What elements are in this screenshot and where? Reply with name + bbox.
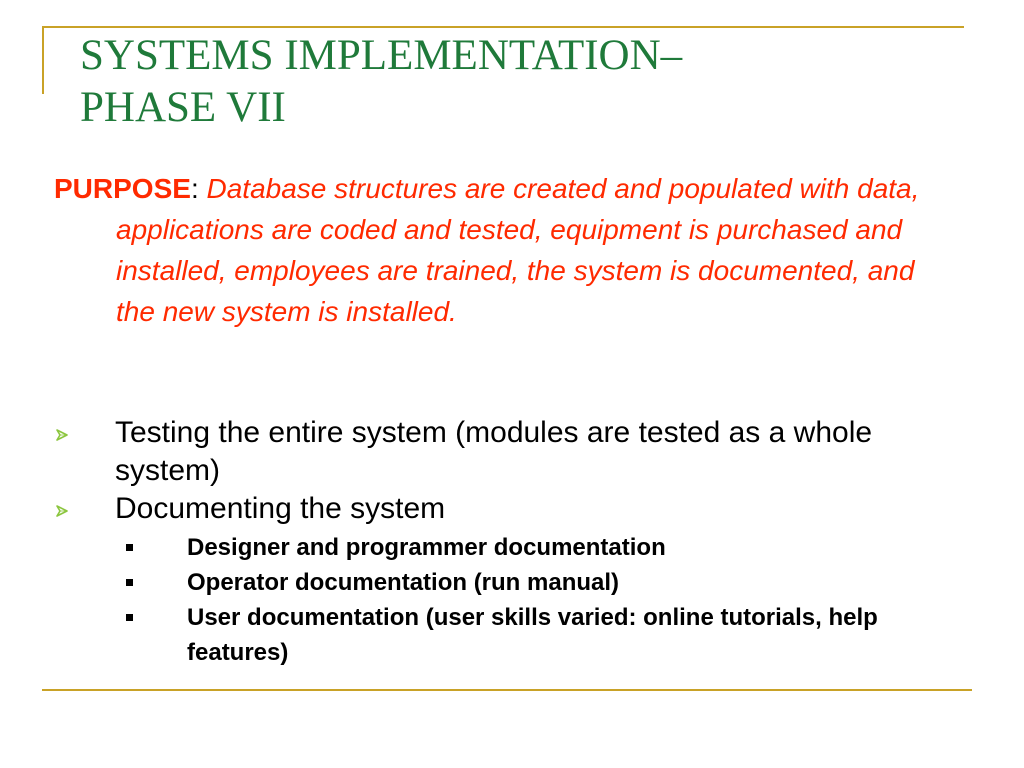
sub-bullet-item [54,565,974,600]
footer-rule [42,689,972,691]
title-frame-vertical-rule [42,26,44,94]
bullet-item [54,414,974,490]
sub-bullet-text: User documentation (user skills varied: online tutorials, help features) [187,604,878,666]
sub-bullet-text: Designer and programmer documentation [187,534,666,561]
arrowhead-bullet-icon [56,490,70,528]
bullet-text: Documenting the system [115,492,446,525]
arrowhead-bullet-icon [56,414,70,452]
bullet-item [54,490,974,670]
title-frame-horizontal-rule [42,26,964,28]
title-line-1: SYSTEMS IMPLEMENTATION– [80,32,683,79]
bullet-list [54,414,974,670]
sub-bullet-text: Operator documentation (run manual) [187,569,620,596]
bullet-text: Testing the entire system (modules are tested as a whole system) [115,416,873,487]
sub-bullet-list [115,530,974,670]
sub-bullet-item [54,530,974,565]
purpose-block [54,168,954,332]
square-bullet-icon [126,544,133,551]
square-bullet-icon [126,579,133,586]
slide-title [80,30,960,134]
purpose-paragraph [54,168,954,332]
purpose-text: Database structures are created and populated with data, applications are coded and tested, equipment is purchased and installed, employees are trained, the system is documented, and the new system is installed. [116,173,920,327]
purpose-colon: : [190,173,199,204]
sub-bullet-item [54,600,974,670]
title-line-2: PHASE VII [80,84,286,131]
purpose-label: PURPOSE [54,173,191,204]
square-bullet-icon [126,614,133,621]
